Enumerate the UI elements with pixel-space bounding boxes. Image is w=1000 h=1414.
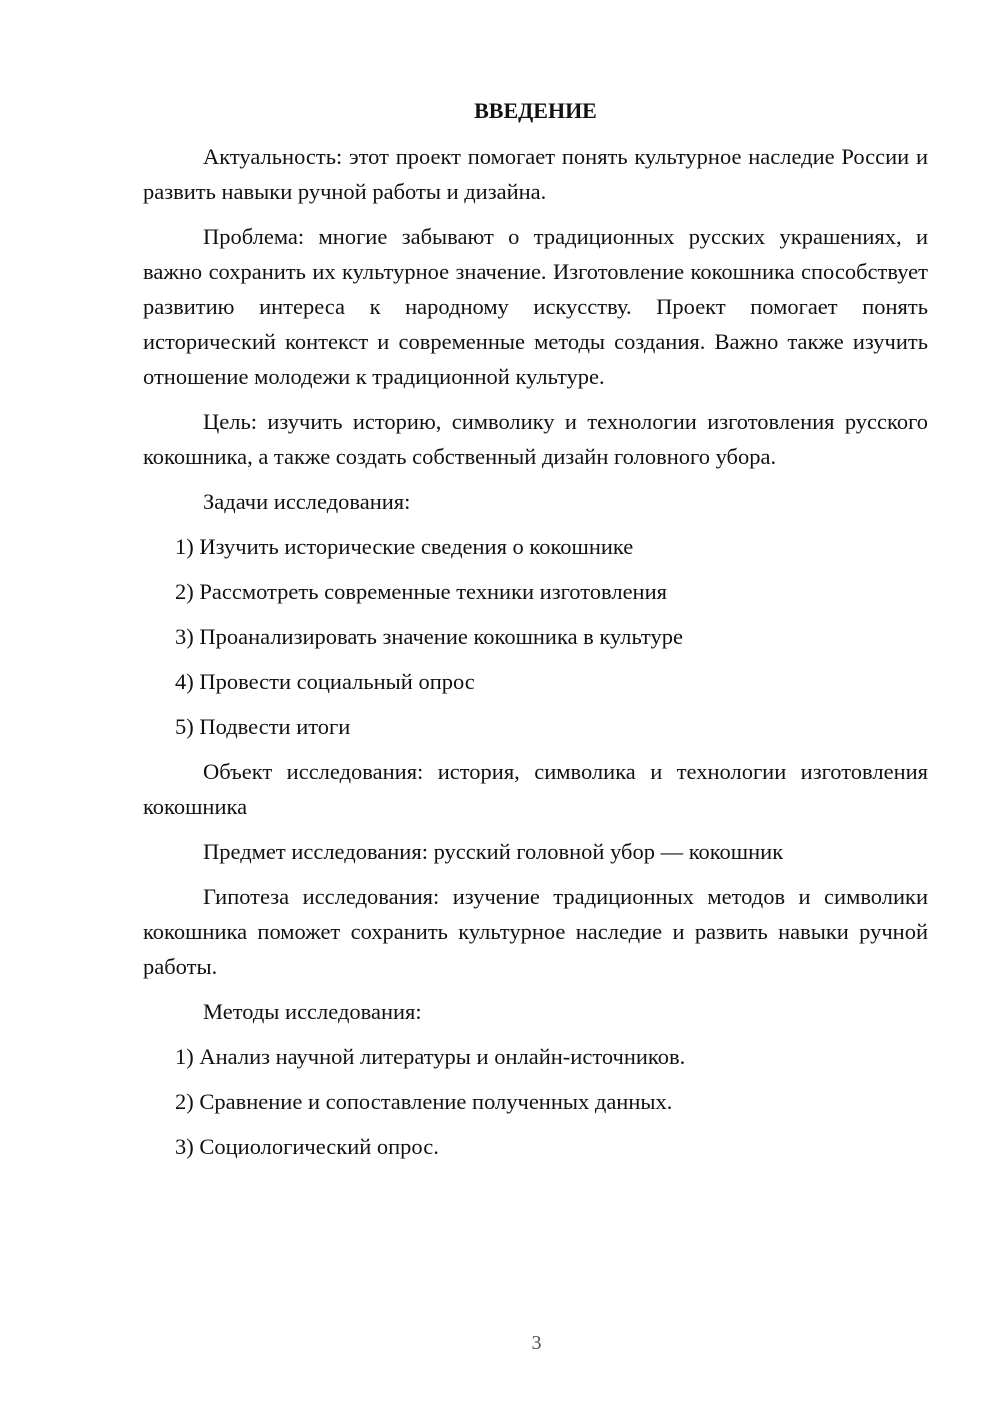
document-page (143, 96, 928, 1174)
page-title: ВВЕДЕНИЕ (474, 98, 597, 123)
list-item: 2) Рассмотреть современные техники изготовления (175, 579, 667, 604)
list-item: 5) Подвести итоги (175, 714, 351, 739)
list-item: 3) Проанализировать значение кокошника в культуре (175, 624, 683, 649)
problem-paragraph: Проблема: многие забывают о традиционных русских украшениях, и важно сохранить их культурное значение. Изготовление кокошника способствует развитию интереса к народному искусству. Проект помогает понять исторический контекст и современные методы создания. Важно также изучить отношение молодежи к традиционной культуре. (143, 224, 928, 389)
methods-heading: Методы исследования: (203, 999, 422, 1024)
goal-paragraph: Цель: изучить историю, символику и технологии изготовления русского кокошника, а также создать собственный дизайн головного убора. (143, 409, 928, 469)
tasks-list (143, 529, 928, 744)
subject-paragraph: Предмет исследования: русский головной убор — кокошник (203, 839, 784, 864)
methods-list (143, 1039, 928, 1164)
list-item: 4) Провести социальный опрос (175, 669, 475, 694)
list-item: 1) Изучить исторические сведения о кокошнике (175, 534, 634, 559)
object-paragraph: Объект исследования: история, символика и технологии изготовления кокошника (143, 759, 928, 819)
list-item: 3) Социологический опрос. (175, 1134, 439, 1159)
list-item: 1) Анализ научной литературы и онлайн-источников. (175, 1044, 686, 1069)
list-item: 2) Сравнение и сопоставление полученных данных. (175, 1089, 673, 1114)
tasks-heading: Задачи исследования: (203, 489, 411, 514)
page-number: 3 (531, 1332, 542, 1354)
hypothesis-paragraph: Гипотеза исследования: изучение традиционных методов и символики кокошника поможет сохранить культурное наследие и развить навыки ручной работы. (143, 884, 928, 979)
relevance-paragraph: Актуальность: этот проект помогает понять культурное наследие России и развить навыки ручной работы и дизайна. (143, 144, 928, 204)
